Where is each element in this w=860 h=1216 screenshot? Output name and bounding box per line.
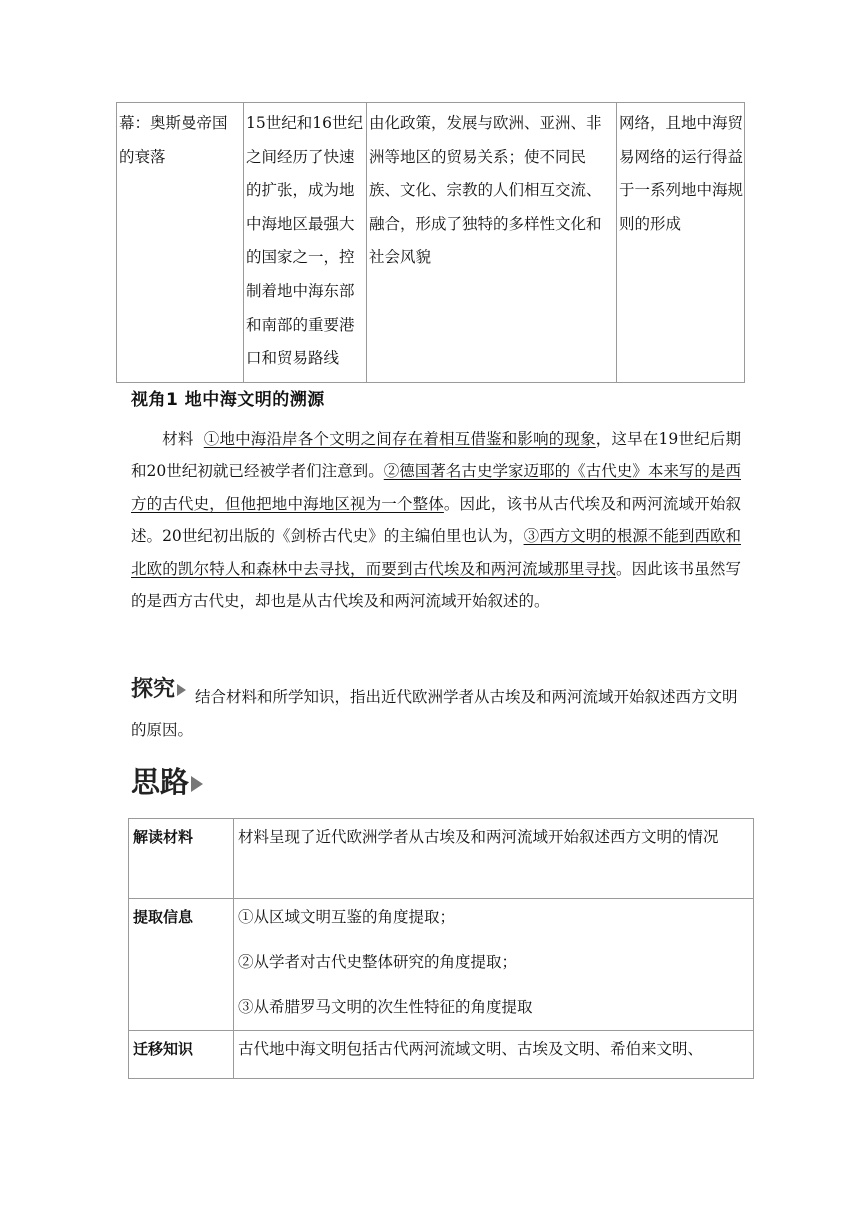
section-heading: 视角1 地中海文明的溯源	[131, 390, 325, 410]
table-row	[129, 819, 754, 899]
row-key: 解读材料	[129, 819, 234, 899]
row-line: 古代地中海文明包括古代两河流域文明、古埃及文明、希伯来文明、	[238, 1040, 704, 1058]
row-key: 提取信息	[129, 899, 234, 1031]
material-text-2: 。因此，该书从古代埃及和两河流域开始叙述。20世纪初出版的《剑桥古代史》的主编伯里也认为，	[131, 494, 741, 546]
table-cell: 由化政策，发展与欧洲、亚洲、非洲等地区的贸易关系；使不同民族、文化、宗教的人们相互交流、融合，形成了独特的多样性文化和社会风貌	[367, 103, 617, 383]
approach-label: 思路	[131, 760, 203, 801]
row-line: 材料呈现了近代欧洲学者从古埃及和两河流域开始叙述西方文明的情况	[238, 828, 719, 846]
material-label: 材料	[162, 430, 194, 448]
explore-label: 探究	[131, 672, 186, 703]
table-cell: 网络，且地中海贸易网络的运行得益于一系列地中海规则的形成	[617, 103, 745, 383]
explore-question: 结合材料和所学知识，指出近代欧洲学者从古埃及和两河流域开始叙述西方文明的原因。	[131, 688, 738, 739]
material-paragraph	[131, 423, 741, 617]
row-line: ①从区域文明互鉴的角度提取；	[238, 908, 456, 926]
material-text-3: 。因此该书虽然写的是西方古代史，却也是从古代埃及和两河流域开始叙述的。	[131, 559, 741, 611]
row-value	[234, 899, 754, 1031]
row-value	[234, 819, 754, 899]
table-row	[129, 899, 754, 1031]
triangle-arrow-icon	[191, 776, 203, 792]
underlined-sentence-3: ③西方文明的根源不能到西欧和北欧的凯尔特人和森林中去寻找，而要到古代埃及和两河流域那里寻找	[131, 527, 741, 578]
row-value	[234, 1031, 754, 1079]
table-cell: 15世纪和16世纪之间经历了快速的扩张，成为地中海地区最强大的国家之一，控制着地中海东部和南部的重要港口和贸易路线	[244, 103, 367, 383]
underlined-sentence-2: ②德国著名古史学家迈耶的《古代史》本来写的是西方的古代史，但他把地中海地区视为一个整体	[131, 462, 741, 513]
row-line: ③从希腊罗马文明的次生性特征的角度提取	[238, 998, 533, 1016]
underlined-sentence-1: ①地中海沿岸各个文明之间存在着相互借鉴和影响的现象	[203, 430, 596, 448]
table-row	[129, 1031, 754, 1079]
material-text-1: ，这早在19世纪后期和20世纪初就已经被学者们注意到。	[131, 430, 741, 481]
row-line: ②从学者对古代史整体研究的角度提取；	[238, 953, 518, 971]
table-row	[117, 103, 745, 383]
table-cell: 幕：奥斯曼帝国的衰落	[117, 103, 244, 383]
continued-table	[116, 102, 745, 383]
approach-table	[128, 818, 754, 1079]
row-key: 迁移知识	[129, 1031, 234, 1079]
